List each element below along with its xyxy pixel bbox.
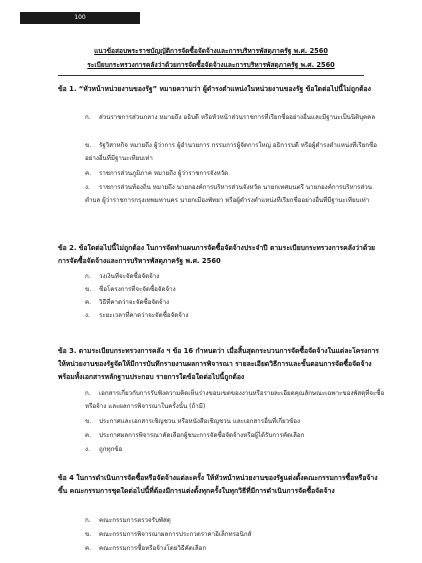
option-text: ถูกทุกข้อ: [99, 446, 123, 453]
question-4-option-b: [85, 528, 385, 541]
question-3-option-a: [85, 387, 385, 413]
option-key: ค.: [85, 545, 92, 552]
question-4-option-a: [85, 514, 385, 527]
option-text: วงเงินที่จะจัดซื้อจัดจ้าง: [99, 273, 160, 280]
question-2-option-b: [85, 283, 385, 296]
option-text: ราชการส่วนท้องถิ่น หมายถึง นายกองค์การบริหารส่วนจังหวัด นายกเทศมนตรี นายกองค์การบริหารส่วนตำบล ผู้ว่าราชการกรุงเทพมหานคร นายกเมืองพัทยา หรือผู้ดำรงตำแหน่งที่เรียกชื่ออย่างอื่นที่มีฐานะเทียบเท่า: [85, 184, 372, 204]
option-key: ค.: [85, 299, 92, 306]
option-text: วิธีที่คาดว่าจะจัดซื้อจัดจ้าง: [99, 299, 170, 306]
page-number-badge: 100: [20, 12, 140, 24]
option-key: ข.: [85, 418, 92, 425]
question-3-option-b: [85, 415, 385, 428]
option-key: ก.: [85, 390, 91, 397]
question-1-option-d: [85, 181, 385, 207]
document-title: แนวข้อสอบพระราชบัญญัติการจัดซื้อจัดจ้างและการบริหารพัสดุภาครัฐ พ.ศ. 2560: [94, 47, 328, 55]
option-text: รัฐวิสาหกิจ หมายถึง ผู้ว่าการ ผู้อำนวยการ กรรมการผู้จัดการใหญ่ อธิการบดี หรือผู้ดำรงตำแหน่งที่เรียกชื่ออย่างอื่นที่มีฐานะเทียบเท่า: [85, 142, 377, 162]
option-key: ง.: [85, 312, 90, 319]
question-2: ข้อ 2. ข้อใดต่อไปนี้ไม่ถูกต้อง ในการจัดทำแผนการจัดซื้อจัดจ้างประจำปี ตามระเบียบกระทรวงการคลังว่าด้วยการจัดซื้อจัดจ้างและการบริหารพัสดุภาครัฐ พ.ศ. 2560: [58, 244, 376, 265]
option-text: คณะกรรมการซื้อหรือจ้างโดยวิธีคัดเลือก: [99, 545, 207, 552]
document-subtitle: ระเบียบกระทรวงการคลังว่าด้วยการจัดซื้อจัดจ้างและการบริหารพัสดุภาครัฐ พ.ศ. 2560: [87, 61, 335, 69]
option-text: ประกาศผลการพิจารณาคัดเลือกผู้ชนะการจัดซื้อจัดจ้างหรือผู้ได้รับการคัดเลือก: [99, 432, 305, 439]
option-key: ก.: [85, 517, 91, 524]
option-text: เอกสารเกี่ยวกับการรับฟังความคิดเห็นร่างขอบเขตของงานหรือรายละเอียดคุณลักษณะเฉพาะของพัสดุที่จะซื้อหรือจ้าง และผลการพิจารณาในครั้งนั้น (ถ้ามี): [85, 390, 385, 410]
question-2-option-c: [85, 296, 385, 309]
question-3-option-d: [85, 443, 385, 456]
option-key: ก.: [85, 114, 91, 121]
option-key: ง.: [85, 184, 90, 191]
option-text: คณะกรรมการพิจารณาผลการประกวดราคาอิเล็กทรอนิกส์: [99, 531, 252, 538]
question-4-option-c: [85, 542, 385, 555]
option-key: ง.: [85, 446, 90, 453]
option-text: ชื่อโครงการที่จะจัดซื้อจัดจ้าง: [99, 286, 176, 293]
question-2-option-d: [85, 309, 385, 322]
option-key: ค.: [85, 170, 92, 177]
option-key: ค.: [85, 432, 92, 439]
option-key: ข.: [85, 142, 92, 149]
question-1-option-b: [85, 139, 385, 165]
question-3-option-c: [85, 429, 385, 442]
option-key: ข.: [85, 531, 92, 538]
option-text: ระยะเวลาที่คาดว่าจะจัดซื้อจัดจ้าง: [99, 312, 189, 319]
question-3: ข้อ 3. ตามระเบียบกระทรวงการคลัง ฯ ข้อ 16 กำหนดว่า เมื่อสิ้นสุดกระบวนการจัดซื้อจัดจ้างในแต่ละโครงการ ให้หน่วยงานของรัฐจัดให้มีการบันทึกรายงานผลการพิจารณา รายละเอียดวิธีการและขั้นตอนการจัดซื้อจัดจ้างพร้อมทั้งเอกสารหลักฐานประกอบ รายการใดข้อใดต่อไปนี้ถูกต้อง: [58, 347, 379, 381]
option-key: ข.: [85, 286, 92, 293]
question-1: ข้อ 1. “หัวหน้าหน่วยงานของรัฐ” หมายความว่า ผู้ดำรงตำแหน่งในหน่วยงานของรัฐ ข้อใดต่อไปนี้ไม่ถูกต้อง: [58, 85, 371, 93]
question-1-option-a: [85, 111, 385, 124]
option-key: ก.: [85, 273, 91, 280]
question-2-option-a: [85, 270, 385, 283]
option-text: ประกาศและเอกสารเชิญชวน หรือหนังสือเชิญชวน และเอกสารอื่นที่เกี่ยวข้อง: [99, 418, 301, 425]
question-1-option-c: [85, 167, 385, 180]
header-divider: [58, 75, 364, 76]
option-text: คณะกรรมการตรวจรับพัสดุ: [99, 517, 171, 524]
question-4: ข้อ 4 ในการดำเนินการจัดซื้อหรือจัดจ้างแต่ละครั้ง ให้หัวหน้าหน่วยงานของรัฐแต่งตั้งคณะกรรมการซื้อหรือจ้างขึ้น คณะกรรมการชุดใดต่อไปนี้ที่ต้องมีการแต่งตั้งทุกครั้งในทุกวิธีที่มีการดำเนินการจัดซื้อจัดจ้าง: [58, 474, 378, 495]
option-text: ราชการส่วนภูมิภาค หมายถึง ผู้ว่าราชการจังหวัด: [99, 170, 229, 177]
option-text: ส่วนราชการส่วนกลาง หมายถึง อธิบดี หรือหัวหน้าส่วนราชการที่เรียกชื่ออย่างอื่นและมีฐานะเป็นนิติบุคคล: [99, 114, 376, 121]
